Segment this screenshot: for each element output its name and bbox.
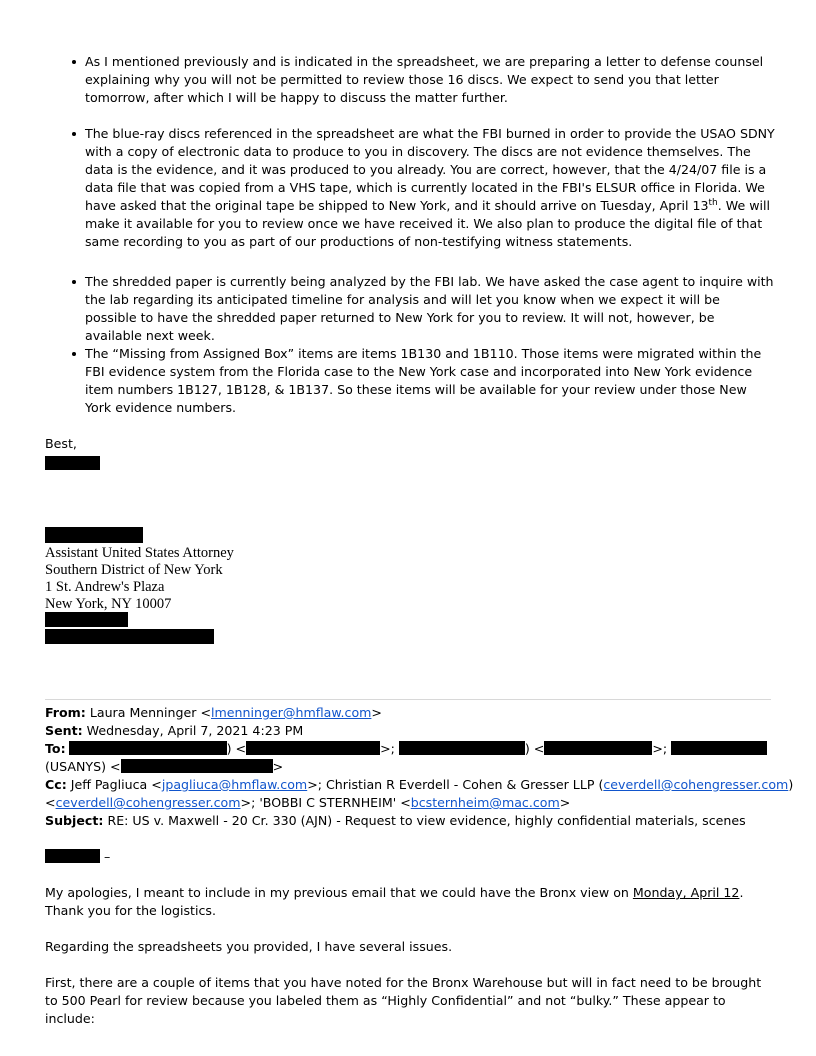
signature-city: New York, NY 10007	[45, 596, 172, 612]
paragraph-text: . Thank you for the logistics.	[45, 885, 744, 918]
ordinal-suffix: th	[708, 197, 718, 208]
bullet-shredded-paper	[85, 273, 775, 345]
signature-block	[45, 545, 234, 613]
cc-email-link[interactable]: ceverdell@cohengresser.com	[55, 795, 241, 810]
to-usanys: (USANYS) <	[45, 759, 121, 774]
sent-value: Wednesday, April 7, 2021 4:23 PM	[86, 723, 304, 738]
sent-label: Sent:	[45, 723, 83, 738]
bullet-text: As I mentioned previously and is indicated in the spreadsheet, we are preparing a letter to defense counsel explaining why you will not be permitted to review those 16 discs. We expect to send you that letter tomorrow, after which I will be happy to discuss the matter further.	[85, 54, 764, 105]
paragraph-text: My apologies, I meant to include in my previous email that we could have the Bronx view on	[45, 885, 633, 900]
cc-email-link[interactable]: ceverdell@cohengresser.com	[603, 777, 789, 792]
email-to-line-continued	[45, 758, 771, 776]
redaction-box	[45, 849, 100, 863]
bullet-missing-items	[85, 345, 775, 417]
redaction-box	[45, 629, 214, 644]
greeting-dash: –	[104, 849, 111, 864]
from-email-link[interactable]: lmenninger@hmflaw.com	[211, 705, 372, 720]
closing: Best,	[45, 436, 77, 451]
from-name: Laura Menninger <	[89, 705, 211, 720]
cc-email-link[interactable]: jpagliuca@hmflaw.com	[161, 777, 308, 792]
email-cc-line	[45, 776, 794, 794]
cc-email-link[interactable]: bcsternheim@mac.com	[410, 795, 560, 810]
redaction-box	[671, 741, 767, 755]
bracket: <	[45, 795, 56, 810]
bullet-blueray-discs	[85, 125, 775, 273]
to-separator: >;	[652, 741, 672, 756]
to-separator: >	[272, 759, 284, 774]
redaction-box	[69, 741, 227, 755]
redaction-box	[246, 741, 380, 755]
signature-street: 1 St. Andrew's Plaza	[45, 579, 165, 595]
to-label: To:	[45, 741, 66, 756]
redaction-box	[45, 527, 143, 543]
bullet-disc-letter	[85, 53, 775, 125]
email-from-line	[45, 704, 771, 722]
bullet-text: The shredded paper is currently being analyzed by the FBI lab. We have asked the case agent to inquire with the lab regarding its anticipated timeline for analysis and will let you know when we expect it will be possible to have the shredded paper returned to New York for you to review. It will not, however, be available next week.	[85, 274, 774, 343]
signature-title: Assistant United States Attorney	[45, 545, 234, 561]
redaction-box	[45, 612, 128, 627]
paragraph-spreadsheet-issues: Regarding the spreadsheets you provided, I have several issues.	[45, 939, 453, 954]
bullet-text-continued: . We will make it available for you to review once we have received it. We also plan to produce the digital file of that same recording to you as part of our productions of non-testifying witness statements.	[85, 198, 771, 249]
redaction-box	[45, 456, 100, 470]
bracket: )	[788, 777, 794, 792]
redaction-box	[399, 741, 525, 755]
email-to-line	[45, 740, 771, 758]
to-separator: ) <	[524, 741, 545, 756]
redaction-box	[544, 741, 652, 755]
bracket: >	[559, 795, 571, 810]
cc-label: Cc:	[45, 777, 67, 792]
redaction-box	[121, 759, 273, 773]
cc-name: >; 'BOBBI C STERNHEIM' <	[240, 795, 411, 810]
paragraph-bronx-view	[45, 884, 771, 920]
bullet-text: The “Missing from Assigned Box” items are items 1B130 and 1B110. Those items were migrated within the FBI evidence system from the Florida case to the New York case and incorporated into New York evidence item numbers 1B127, 1B128, & 1B137. So these items will be available for your review under those New York evidence numbers.	[85, 346, 762, 415]
bullet-text: The blue-ray discs referenced in the spreadsheet are what the FBI burned in order to provide the USAO SDNY with a copy of electronic data to produce to you in discovery. The discs are not evidence themselves. The data is the evidence, and it was produced to you already. You are correct, however, that the 4/24/07 file is a data file that was copied from a VHS tape, which is currently located in the FBI's ELSUR office in Florida. We have asked that the original tape be shipped to New York, and it should arrive on Tuesday, April 13	[85, 126, 775, 213]
cc-name: Jeff Pagliuca <	[70, 777, 162, 792]
email-subject-line	[45, 812, 771, 830]
divider	[45, 699, 771, 700]
view-date: Monday, April 12	[632, 885, 740, 900]
response-bullet-list	[85, 53, 775, 417]
to-separator: ) <	[226, 741, 247, 756]
greeting	[45, 848, 771, 866]
from-label: From:	[45, 705, 86, 720]
subject-label: Subject:	[45, 813, 104, 828]
cc-name: >; Christian R Everdell - Cohen & Gresser LLP (	[307, 777, 604, 792]
paragraph-first-issue: First, there are a couple of items that you have noted for the Bronx Warehouse but will in fact need to be brought to 500 Pearl for review because you labeled them as “Highly Confidential” and not “bulky.” These appear to include:	[45, 975, 762, 1026]
email-sent-line	[45, 722, 771, 740]
bracket: >	[371, 705, 382, 720]
signature-office: Southern District of New York	[45, 562, 223, 578]
subject-value: RE: US v. Maxwell - 20 Cr. 330 (AJN) - Request to view evidence, highly confidential materials, scenes	[107, 813, 746, 828]
to-separator: >;	[380, 741, 399, 756]
email-cc-line-continued	[45, 794, 771, 812]
